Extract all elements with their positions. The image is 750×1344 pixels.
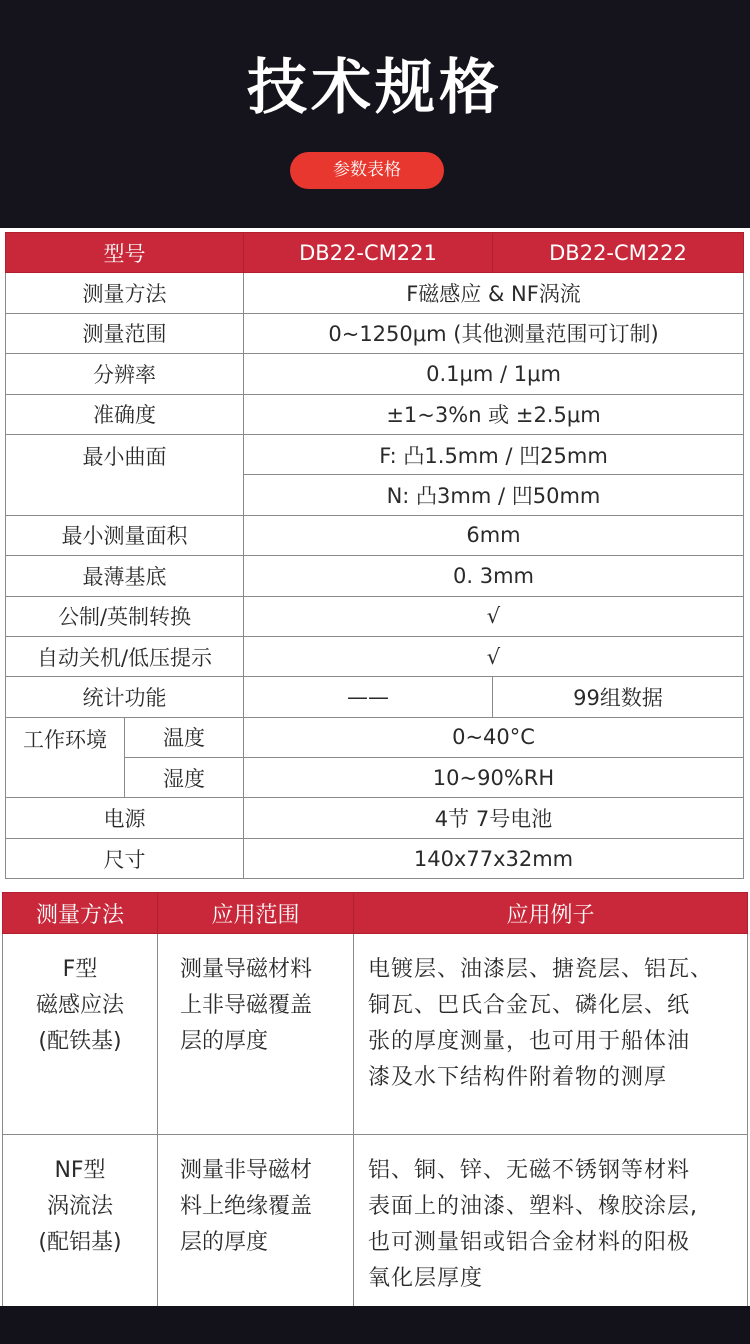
spec-label: 电源	[6, 798, 244, 838]
spec-label: 最小测量面积	[6, 515, 244, 555]
table-row	[6, 515, 744, 555]
spec-header-row	[6, 233, 744, 273]
app-method-line: F型	[62, 957, 98, 982]
application-table	[2, 892, 748, 1336]
app-scope-line: 层的厚度	[180, 1230, 269, 1255]
table-row	[6, 394, 744, 434]
app-method-line: (配铁基)	[38, 1029, 122, 1054]
app-header-scope: 应用范围	[158, 893, 354, 934]
spec-label: 最薄基底	[6, 556, 244, 596]
spec-value-cm221: ——	[244, 677, 493, 717]
spec-label: 最小曲面	[6, 434, 244, 515]
table-row	[6, 838, 744, 878]
spec-value: 4节 7号电池	[244, 798, 744, 838]
table-row	[6, 354, 744, 394]
app-header-method: 测量方法	[3, 893, 158, 934]
spec-value: 0. 3mm	[244, 556, 744, 596]
spec-value: ±1~3%n 或 ±2.5μm	[244, 394, 744, 434]
table-row	[6, 636, 744, 676]
app-method-line: 涡流法	[46, 1194, 113, 1219]
app-scope-line: 上非导磁覆盖	[180, 993, 313, 1018]
table-row	[6, 677, 744, 717]
app-example-line: 电镀层、油漆层、搪瓷层、铝瓦、	[368, 957, 714, 982]
app-scope-line: 测量非导磁材	[180, 1158, 313, 1183]
table-divider	[0, 879, 750, 889]
app-method-line: (配铝基)	[38, 1230, 122, 1255]
model-label: 型号	[6, 233, 244, 273]
page-title: 技术规格	[247, 53, 503, 123]
app-scope-line: 测量导磁材料	[180, 957, 313, 982]
spec-table	[5, 232, 744, 879]
app-method-cell	[3, 934, 158, 1135]
app-example-cell	[354, 934, 748, 1135]
model-cm222: DB22-CM222	[493, 233, 744, 273]
app-header-row	[3, 893, 748, 934]
spec-label: 测量范围	[6, 313, 244, 353]
spec-label: 测量方法	[6, 273, 244, 313]
app-example-line: 张的厚度测量，也可用于船体油	[368, 1029, 691, 1054]
spec-table-badge: 参数表格	[290, 152, 444, 189]
spec-value: 10~90%RH	[244, 758, 744, 798]
spec-sublabel: 湿度	[125, 758, 244, 798]
spec-label: 统计功能	[6, 677, 244, 717]
app-example-line: 氧化层厚度	[368, 1266, 484, 1291]
app-method-line: NF型	[54, 1158, 106, 1183]
spec-label: 准确度	[6, 394, 244, 434]
header-banner	[0, 0, 750, 228]
spec-label: 工作环境	[6, 717, 125, 798]
spec-label: 自动关机/低压提示	[6, 636, 244, 676]
spec-label: 尺寸	[6, 838, 244, 878]
model-cm221: DB22-CM221	[244, 233, 493, 273]
app-example-line: 表面上的油漆、塑料、橡胶涂层,	[368, 1194, 698, 1219]
spec-sublabel: 温度	[125, 717, 244, 757]
app-header-example: 应用例子	[354, 893, 748, 934]
app-scope-cell	[158, 934, 354, 1135]
spec-value: F: 凸1.5mm / 凹25mm	[244, 434, 744, 474]
table-row	[6, 798, 744, 838]
spec-value-cm222: 99组数据	[493, 677, 744, 717]
spec-value: 0~1250μm (其他测量范围可订制)	[244, 313, 744, 353]
check-mark: √	[244, 596, 744, 636]
app-example-line: 铝、铜、锌、无磁不锈钢等材料	[368, 1158, 691, 1183]
table-row	[6, 717, 744, 757]
table-row	[6, 556, 744, 596]
spec-value: F磁感应 & NF涡流	[244, 273, 744, 313]
check-mark: √	[244, 636, 744, 676]
app-example-line: 也可测量铝或铝合金材料的阳极	[368, 1230, 691, 1255]
table-row	[6, 434, 744, 474]
spec-label: 分辨率	[6, 354, 244, 394]
app-example-line: 漆及水下结构件附着物的测厚	[368, 1065, 668, 1090]
table-row	[3, 934, 748, 1135]
app-scope-line: 料上绝缘覆盖	[180, 1194, 313, 1219]
spec-value: 0.1μm / 1μm	[244, 354, 744, 394]
bottom-band	[0, 1306, 750, 1344]
table-row	[6, 273, 744, 313]
app-example-line: 铜瓦、巴氏合金瓦、磷化层、纸	[368, 993, 691, 1018]
spec-value: N: 凸3mm / 凹50mm	[244, 475, 744, 515]
spec-value: 0~40°C	[244, 717, 744, 757]
app-scope-line: 层的厚度	[180, 1029, 269, 1054]
spec-value: 140x77x32mm	[244, 838, 744, 878]
table-row	[6, 313, 744, 353]
table-row	[6, 596, 744, 636]
app-method-line: 磁感应法	[35, 993, 124, 1018]
spec-label: 公制/英制转换	[6, 596, 244, 636]
spec-value: 6mm	[244, 515, 744, 555]
